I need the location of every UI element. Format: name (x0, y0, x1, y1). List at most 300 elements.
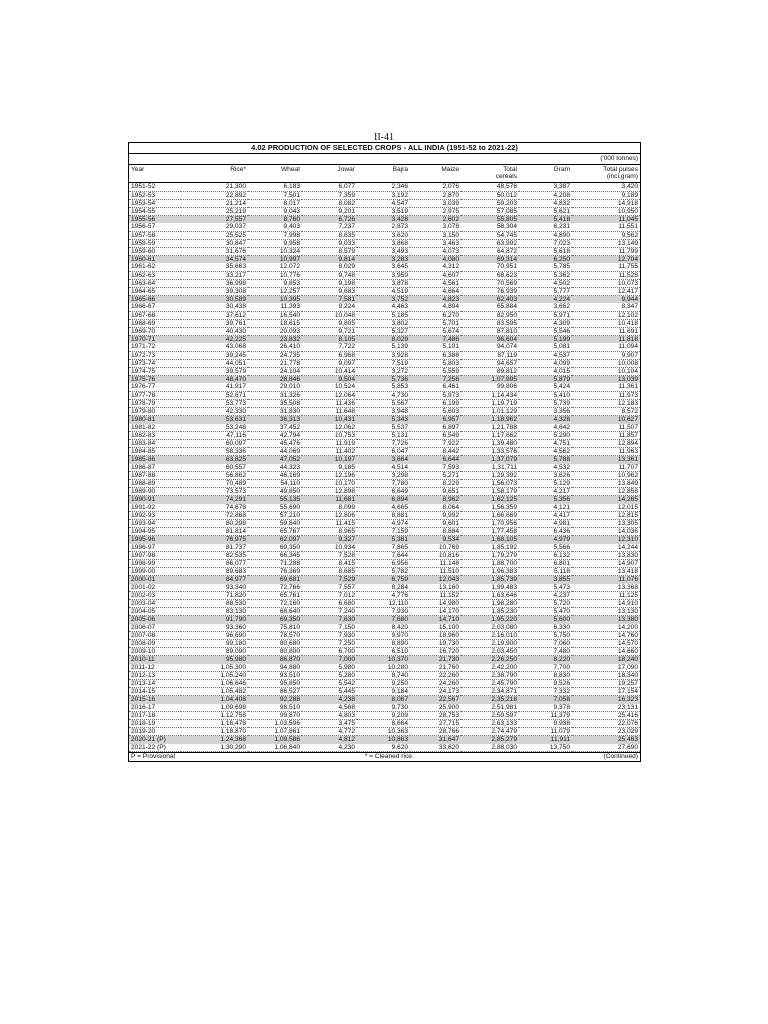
cell-total-pulses: 12,704 (572, 256, 640, 264)
cell-gram: 5,356 (519, 496, 572, 504)
cell-gram: 7,058 (519, 696, 572, 704)
cell-total-pulses: 13,361 (572, 456, 640, 464)
cell-total-pulses: 14,760 (572, 631, 640, 639)
cell-bajra: 5,381 (357, 536, 410, 544)
cell-year: 2016-17 (129, 704, 181, 712)
cell-total-pulses: 27,690 (572, 744, 640, 752)
table-row (129, 519, 640, 527)
cell-maize: 21,730 (410, 656, 461, 664)
cell-bajra: 5,782 (357, 568, 410, 576)
cell-wheat: 59,840 (248, 519, 302, 527)
cell-total-pulses: 13,380 (572, 616, 640, 624)
cell-jowar: 7,581 (302, 296, 357, 304)
cell-rice: 74,291 (181, 496, 248, 504)
cell-gram: 3,387 (519, 183, 572, 191)
cell-wheat: 86,870 (248, 656, 302, 664)
table-row (129, 448, 640, 456)
cell-jowar: 6,700 (302, 648, 357, 656)
cell-rice: 22,892 (181, 191, 248, 199)
table-row (129, 279, 640, 287)
cell-bajra: 5,139 (357, 343, 410, 351)
cell-total-cereals: 1,77,458 (461, 528, 519, 536)
units-note: ('000 tonnes) (600, 155, 638, 162)
cell-gram: 5,750 (519, 631, 572, 639)
cell-gram: 7,060 (519, 639, 572, 647)
cell-total-cereals: 70,569 (461, 279, 519, 287)
cell-rice: 93,340 (181, 584, 248, 592)
cell-total-cereals: 2,88,030 (461, 744, 519, 752)
cell-maize: 14,980 (410, 599, 461, 607)
cell-year: 2018-19 (129, 720, 181, 728)
cell-bajra: 3,428 (357, 216, 410, 224)
cell-total-cereals: 96,604 (461, 336, 519, 344)
cell-year: 1982-83 (129, 431, 181, 439)
cell-total-cereals: 87,810 (461, 328, 519, 336)
cell-gram: 4,832 (519, 199, 572, 207)
cell-gram: 5,199 (519, 336, 572, 344)
cell-maize: 18,960 (410, 631, 461, 639)
table-row (129, 208, 640, 216)
cell-total-cereals: 2,59,597 (461, 711, 519, 719)
cell-total-pulses: 11,818 (572, 336, 640, 344)
cell-total-cereals: 87,119 (461, 351, 519, 359)
cell-rice: 81,814 (181, 528, 248, 536)
cell-rice: 25,219 (181, 208, 248, 216)
cell-total-cereals: 1,85,739 (461, 576, 519, 584)
cell-year: 1953-54 (129, 199, 181, 207)
cell-gram: 5,618 (519, 248, 572, 256)
cell-year: 1992-93 (129, 511, 181, 519)
cell-total-cereals: 2,85,279 (461, 736, 519, 744)
cell-rice: 47,116 (181, 431, 248, 439)
cell-maize: 6,199 (410, 399, 461, 407)
cell-total-pulses: 14,244 (572, 544, 640, 552)
cell-jowar: 10,170 (302, 479, 357, 487)
cell-maize: 25,900 (410, 704, 461, 712)
cell-year: 1974-75 (129, 368, 181, 376)
table-row (129, 479, 640, 487)
cell-total-cereals: 1,21,788 (461, 424, 519, 432)
cell-gram: 6,801 (519, 559, 572, 567)
cell-total-pulses: 13,149 (572, 239, 640, 247)
cell-bajra: 3,519 (357, 208, 410, 216)
cell-year: 1954-55 (129, 208, 181, 216)
cell-wheat: 98,510 (248, 704, 302, 712)
cell-jowar: 8,415 (302, 559, 357, 567)
cell-wheat: 10,776 (248, 271, 302, 279)
cell-gram: 4,099 (519, 359, 572, 367)
cell-total-cereals: 2,51,981 (461, 704, 519, 712)
cell-jowar: 6,968 (302, 351, 357, 359)
cell-maize: 4,607 (410, 271, 461, 279)
cell-total-pulses: 23,029 (572, 728, 640, 736)
cell-jowar: 7,528 (302, 551, 357, 559)
cell-total-pulses: 8,572 (572, 408, 640, 416)
cell-bajra: 6,047 (357, 448, 410, 456)
cell-jowar: 8,635 (302, 231, 357, 239)
cell-bajra: 8,284 (357, 584, 410, 592)
cell-gram: 4,537 (519, 351, 572, 359)
cell-jowar: 9,683 (302, 288, 357, 296)
cell-total-pulses: 14,918 (572, 199, 640, 207)
cell-gram: 6,231 (519, 223, 572, 231)
cell-bajra: 3,620 (357, 231, 410, 239)
cell-total-cereals: 2,16,010 (461, 631, 519, 639)
cell-total-cereals: 2,42,200 (461, 664, 519, 672)
cell-rice: 76,975 (181, 536, 248, 544)
cell-year: 1998-99 (129, 559, 181, 567)
cell-maize: 6,549 (410, 431, 461, 439)
cell-year: 1961-62 (129, 263, 181, 271)
cell-total-cereals: 1,98,280 (461, 599, 519, 607)
table-row (129, 551, 640, 559)
cell-gram: 4,208 (519, 191, 572, 199)
cell-total-pulses: 11,507 (572, 424, 640, 432)
cell-bajra: 7,780 (357, 479, 410, 487)
cell-year: 1976-77 (129, 383, 181, 391)
cell-maize: 2,870 (410, 191, 461, 199)
cell-year: 2002-03 (129, 591, 181, 599)
cell-maize: 4,664 (410, 288, 461, 296)
cell-jowar: 9,327 (302, 536, 357, 544)
cell-rice: 31,676 (181, 248, 248, 256)
cell-total-cereals: 94,657 (461, 359, 519, 367)
cell-jowar: 9,201 (302, 208, 357, 216)
cell-gram: 4,642 (519, 424, 572, 432)
cell-total-cereals: 1,63,646 (461, 591, 519, 599)
cell-year: 1978-79 (129, 399, 181, 407)
cell-gram: 5,129 (519, 479, 572, 487)
cell-year: 1985-86 (129, 456, 181, 464)
cell-maize: 4,080 (410, 256, 461, 264)
cell-jowar: 7,529 (302, 576, 357, 584)
cell-total-pulses: 10,950 (572, 208, 640, 216)
cell-year: 1995-96 (129, 536, 181, 544)
table-row (129, 559, 640, 567)
cell-rice: 34,574 (181, 256, 248, 264)
cell-total-cereals: 1,33,576 (461, 448, 519, 456)
cell-bajra: 8,664 (357, 720, 410, 728)
cell-total-pulses: 14,910 (572, 599, 640, 607)
cell-total-pulses: 17,090 (572, 664, 640, 672)
table-row (129, 311, 640, 319)
cell-wheat: 57,210 (248, 511, 302, 519)
cell-total-cereals: 83,595 (461, 319, 519, 327)
header-rice: Rice* (181, 165, 248, 174)
cell-jowar: 8,099 (302, 504, 357, 512)
cell-rice: 60,557 (181, 464, 248, 472)
cell-bajra: 4,514 (357, 464, 410, 472)
cell-jowar: 12,196 (302, 471, 357, 479)
cell-total-pulses: 13,039 (572, 376, 640, 384)
cell-total-cereals: 1,29,392 (461, 471, 519, 479)
table-row (129, 496, 640, 504)
cell-gram: 5,418 (519, 216, 572, 224)
cell-maize: 22,567 (410, 696, 461, 704)
table-row (129, 199, 640, 207)
cell-wheat: 9,958 (248, 239, 302, 247)
cell-total-cereals: 1,79,279 (461, 551, 519, 559)
cell-gram: 11,911 (519, 736, 572, 744)
cell-total-pulses: 12,894 (572, 439, 640, 447)
cell-year: 1968-69 (129, 319, 181, 327)
cell-year: 1996-97 (129, 544, 181, 552)
cell-wheat: 7,501 (248, 191, 302, 199)
cell-bajra: 5,567 (357, 399, 410, 407)
cell-maize: 16,720 (410, 648, 461, 656)
cell-bajra: 7,519 (357, 359, 410, 367)
table-row (129, 239, 640, 247)
cell-jowar: 8,965 (302, 528, 357, 536)
cell-total-cereals: 2,74,479 (461, 728, 519, 736)
cell-bajra: 9,970 (357, 631, 410, 639)
cell-gram: 5,879 (519, 376, 572, 384)
cell-year: 1952-53 (129, 191, 181, 199)
table-row (129, 728, 640, 736)
cell-maize: 8,962 (410, 496, 461, 504)
cell-maize: 10,769 (410, 544, 461, 552)
cell-wheat: 6,183 (248, 183, 302, 191)
cell-gram: 4,751 (519, 439, 572, 447)
cell-jowar: 5,280 (302, 671, 357, 679)
cell-gram: 5,971 (519, 311, 572, 319)
cell-total-cereals: 65,884 (461, 303, 519, 311)
table-row (129, 191, 640, 199)
cell-wheat: 24,735 (248, 351, 302, 359)
cell-maize: 15,100 (410, 624, 461, 632)
cell-wheat: 8,017 (248, 199, 302, 207)
cell-jowar: 9,097 (302, 359, 357, 367)
cell-total-cereals: 1,85,192 (461, 544, 519, 552)
cell-wheat: 80,800 (248, 648, 302, 656)
cell-jowar: 7,930 (302, 631, 357, 639)
cell-bajra: 4,776 (357, 591, 410, 599)
cell-maize: 10,816 (410, 551, 461, 559)
cell-bajra: 6,649 (357, 488, 410, 496)
cell-bajra: 3,802 (357, 319, 410, 327)
cell-maize: 11,152 (410, 591, 461, 599)
cell-gram: 6,132 (519, 551, 572, 559)
cell-year: 1970-71 (129, 336, 181, 344)
table-row (129, 416, 640, 424)
cell-total-pulses: 12,858 (572, 488, 640, 496)
cell-total-cereals: 70,951 (461, 263, 519, 271)
cell-total-pulses: 23,131 (572, 704, 640, 712)
cell-jowar: 3,475 (302, 720, 357, 728)
cell-year: 1955-56 (129, 216, 181, 224)
cell-rice: 89,090 (181, 648, 248, 656)
cell-wheat: 80,680 (248, 639, 302, 647)
cell-rice: 1,12,758 (181, 711, 248, 719)
cell-rice: 1,05,300 (181, 664, 248, 672)
cell-rice: 93,360 (181, 624, 248, 632)
cell-total-pulses: 11,361 (572, 383, 640, 391)
cell-bajra: 5,343 (357, 416, 410, 424)
cell-jowar: 11,415 (302, 519, 357, 527)
header-total-cereals: Total (461, 165, 519, 174)
cell-gram: 5,600 (519, 616, 572, 624)
cell-wheat: 65,767 (248, 528, 302, 536)
cell-year: 1972-73 (129, 351, 181, 359)
cell-total-pulses: 11,963 (572, 448, 640, 456)
cell-gram: 5,290 (519, 431, 572, 439)
cell-maize: 5,701 (410, 319, 461, 327)
cell-rice: 21,300 (181, 183, 248, 191)
cell-total-pulses: 14,907 (572, 559, 640, 567)
cell-gram: 4,224 (519, 296, 572, 304)
cell-total-cereals: 68,623 (461, 271, 519, 279)
footer-provisional-note: P = Provisional (131, 752, 176, 760)
cell-total-cereals: 1,99,483 (461, 584, 519, 592)
cell-rice: 82,535 (181, 551, 248, 559)
cell-maize: 9,534 (410, 536, 461, 544)
cell-rice: 42,330 (181, 408, 248, 416)
header-bajra: Bajra (357, 165, 410, 174)
cell-jowar: 9,504 (302, 376, 357, 384)
cell-wheat: 12,257 (248, 288, 302, 296)
cell-total-pulses: 10,418 (572, 319, 640, 327)
cell-bajra: 4,463 (357, 303, 410, 311)
cell-year: 1989-90 (129, 488, 181, 496)
table-row (129, 736, 640, 744)
cell-total-pulses: 11,973 (572, 391, 640, 399)
page-number: II-41 (374, 132, 394, 143)
cell-bajra: 5,537 (357, 424, 410, 432)
cell-wheat: 1,09,586 (248, 736, 302, 744)
cell-wheat: 44,323 (248, 464, 302, 472)
cell-total-cereals: 1,56,359 (461, 504, 519, 512)
cell-bajra: 3,283 (357, 256, 410, 264)
cell-wheat: 10,997 (248, 256, 302, 264)
cell-total-pulses: 12,417 (572, 288, 640, 296)
cell-bajra: 4,547 (357, 199, 410, 207)
cell-rice: 48,470 (181, 376, 248, 384)
cell-gram: 9,938 (519, 720, 572, 728)
cell-total-pulses: 14,265 (572, 496, 640, 504)
cell-jowar: 4,568 (302, 704, 357, 712)
cell-wheat: 23,832 (248, 336, 302, 344)
cell-year: 2013-14 (129, 680, 181, 688)
cell-rice: 71,820 (181, 591, 248, 599)
cell-gram: 4,328 (519, 416, 572, 424)
cell-bajra: 10,370 (357, 656, 410, 664)
cell-bajra: 3,298 (357, 471, 410, 479)
cell-gram: 6,330 (519, 624, 572, 632)
table-row (129, 303, 640, 311)
cell-total-pulses: 13,418 (572, 568, 640, 576)
cell-maize: 5,101 (410, 343, 461, 351)
cell-total-pulses: 14,570 (572, 639, 640, 647)
cell-total-cereals: 2,34,871 (461, 688, 519, 696)
cell-wheat: 86,527 (248, 688, 302, 696)
cell-year: 1960-61 (129, 256, 181, 264)
cell-rice: 89,683 (181, 568, 248, 576)
cell-bajra: 7,644 (357, 551, 410, 559)
cell-jowar: 9,224 (302, 303, 357, 311)
cell-year: 1962-63 (129, 271, 181, 279)
cell-wheat: 76,369 (248, 568, 302, 576)
cell-rice: 35,663 (181, 263, 248, 271)
cell-total-cereals: 1,95,220 (461, 616, 519, 624)
cell-total-pulses: 19,257 (572, 680, 640, 688)
cell-total-pulses: 14,036 (572, 528, 640, 536)
cell-jowar: 6,726 (302, 216, 357, 224)
cell-jowar: 7,150 (302, 624, 357, 632)
cell-rice: 95,980 (181, 656, 248, 664)
cell-total-cereals: 2,45,790 (461, 680, 519, 688)
cell-jowar: 4,230 (302, 744, 357, 752)
table-row (129, 296, 640, 304)
cell-maize: 14,710 (410, 616, 461, 624)
cell-rice: 39,579 (181, 368, 248, 376)
table-row (129, 263, 640, 271)
cell-gram: 5,720 (519, 599, 572, 607)
cell-wheat: 36,313 (248, 416, 302, 424)
cell-total-cereals: 55,805 (461, 216, 519, 224)
cell-total-pulses: 11,094 (572, 343, 640, 351)
cell-total-cereals: 2,03,450 (461, 648, 519, 656)
cell-year: 2020-21 (P) (129, 736, 181, 744)
table-row (129, 744, 640, 752)
cell-total-pulses: 11,691 (572, 328, 640, 336)
cell-rice: 56,862 (181, 471, 248, 479)
table-row (129, 376, 640, 384)
cell-year: 1958-59 (129, 239, 181, 247)
cell-total-cereals: 64,872 (461, 248, 519, 256)
cell-gram: 9,378 (519, 704, 572, 712)
cell-gram: 8,830 (519, 671, 572, 679)
cell-maize: 19,730 (410, 639, 461, 647)
cell-year: 1981-82 (129, 424, 181, 432)
cell-bajra: 7,930 (357, 608, 410, 616)
cell-rice: 36,998 (181, 279, 248, 287)
table-row (129, 343, 640, 351)
table-row (129, 328, 640, 336)
cell-maize: 7,593 (410, 464, 461, 472)
cell-rice: 42,225 (181, 336, 248, 344)
cell-wheat: 99,870 (248, 711, 302, 719)
cell-rice: 83,130 (181, 608, 248, 616)
cell-wheat: 93,510 (248, 671, 302, 679)
cell-wheat: 92,288 (248, 696, 302, 704)
cell-jowar: 11,681 (302, 496, 357, 504)
cell-wheat: 69,350 (248, 544, 302, 552)
cell-wheat: 20,093 (248, 328, 302, 336)
cell-maize: 3,150 (410, 231, 461, 239)
cell-bajra: 9,250 (357, 680, 410, 688)
cell-gram: 3,662 (519, 303, 572, 311)
cell-total-cereals: 59,203 (461, 199, 519, 207)
cell-year: 1951-52 (129, 183, 181, 191)
cell-maize: 2,602 (410, 216, 461, 224)
cell-year: 1999-00 (129, 568, 181, 576)
cell-maize: 14,170 (410, 608, 461, 616)
cell-bajra: 12,110 (357, 599, 410, 607)
cell-gram: 4,237 (519, 591, 572, 599)
cell-maize: 31,647 (410, 736, 461, 744)
cell-total-pulses: 25,463 (572, 736, 640, 744)
cell-gram: 5,777 (519, 288, 572, 296)
cell-total-cereals: 94,074 (461, 343, 519, 351)
cell-year: 1997-98 (129, 551, 181, 559)
cell-maize: 9,601 (410, 519, 461, 527)
cell-maize: 4,561 (410, 279, 461, 287)
cell-year: 2003-04 (129, 599, 181, 607)
cell-jowar: 12,064 (302, 391, 357, 399)
cell-bajra: 7,726 (357, 439, 410, 447)
cell-wheat: 69,681 (248, 576, 302, 584)
cell-year: 1988-89 (129, 479, 181, 487)
